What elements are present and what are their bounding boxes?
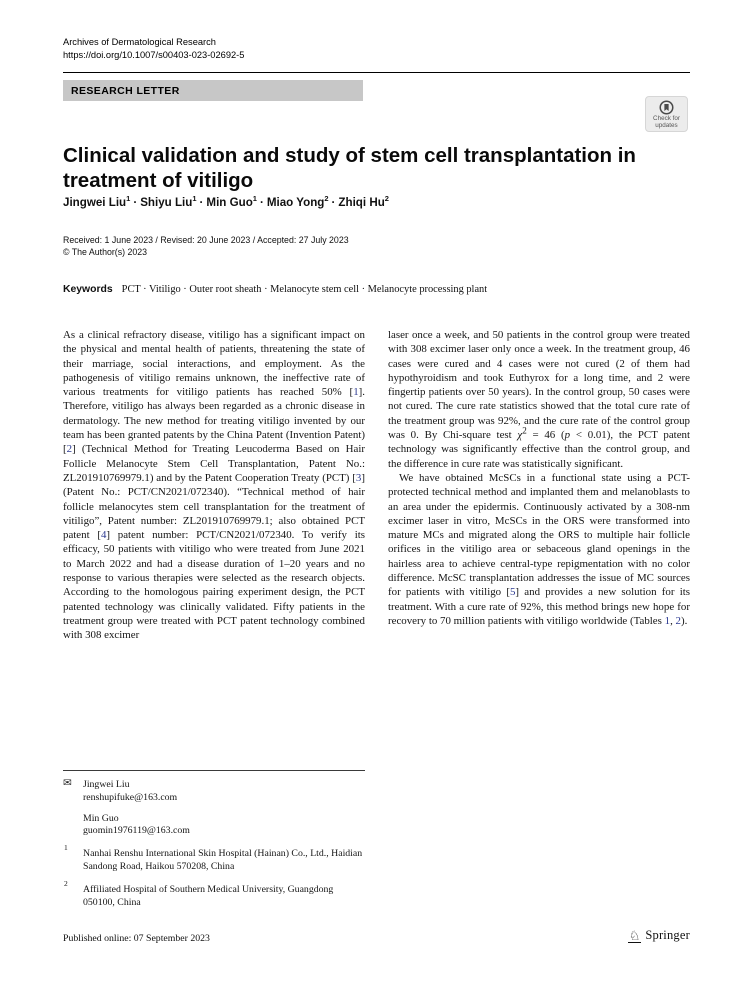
keywords-label: Keywords (63, 284, 113, 295)
paragraph: laser once a week, and 50 patients in the control group were treated with 308 excimer laser only once a week. In the treatment group, 46 cases were cured and 4 cases were not cured (2 of them had hypothyroidism and took Euthyrox for a long time, and 2 were fingertip patients over 50 years). In the control group, 50 cases were not cured. The cure rate statistics showed that the total cure rate of the treatment group was 92%, and the cure rate of the control group was 0. By Chi-square test $\chi^2 = 46$ (p < 0.01), the PCT patent technology was significantly effective than the control group, and the difference in cure rate was statistically significant. (388, 329, 690, 470)
keywords-line (63, 284, 690, 295)
citation-link[interactable]: 2 (66, 443, 73, 456)
citation-link[interactable]: 5 (509, 586, 516, 599)
author-separator: · (199, 196, 204, 209)
author: Zhiqi Hu$^2$ (338, 194, 389, 209)
citation-link[interactable]: 2 (675, 614, 681, 627)
author: Jingwei Liu$^1$ (63, 194, 131, 209)
springer-knight-icon: ♘ (628, 927, 641, 943)
correspondence-entry (63, 779, 365, 805)
section-label-bar (63, 80, 363, 101)
author-separator: · (133, 196, 138, 209)
author: Miao Yong$^2$ (266, 194, 329, 209)
author: Min Guo$^1$ (206, 194, 257, 209)
affiliation: 1 Nanhai Renshu International Skin Hospital (Hainan) Co., Ltd., Haidian Sandong Road, Haikou 570208, China (64, 843, 363, 872)
envelope-icon: ✉ (63, 778, 72, 789)
author: Shiyu Liu$^1$ (140, 194, 197, 209)
paragraph: As a clinical refractory disease, vitiligo has a significant impact on the physical and mental health of patients, threatening the state of their marriage, social interactions, and employment. As the pathogenesis of vitiligo remains unknown, the ineffective rate of various treatments for vitiligo patients has reached 50% [1]. Therefore, vitiligo has always been regarded as a chronic disease in dermatology. The new method for treating vitiligo invented by our team has been granted patents by the China Patent (Invention Patent) [2] (Technical Method for Treating Leucoderma Based on Hair Follicle Melanocyte Stem Cell Transplantation, Patent No.: ZL201910769979.1) and by the Patent Cooperation Treaty (PCT) [3] (Patent No.: PCT/CN2021/072340). “Technical method of hair follicle melanocytes stem cell transplantation for the treatment of vitiligo”, Patent number: ZL201910769979.1; also obtained PCT patent [4] patent number: PCT/CN2021/072340. To verify its efficacy, 50 patients with vitiligo who were treated from June 2021 to March 2022 and had a disease duration of 1–20 years and no response to various therapies were selected as the research objects. According to the homologous pairing experiment design, the PCT patented technology was clinically validated. Fifty patients in the treatment group were treated with PCT patent technology combined with 308 excimer (63, 329, 365, 642)
keywords-text: PCT · Vitiligo · Outer root sheath · Melanocyte stem cell · Melanocyte processing plant (121, 284, 488, 295)
header-rule (63, 72, 690, 73)
journal-name: Archives of Dermatological Research (63, 37, 216, 47)
copyright-line: © The Author(s) 2023 (63, 247, 148, 257)
footnote-block (63, 770, 365, 909)
article-body (63, 328, 690, 643)
correspondence-email[interactable]: renshupifuke@163.com (83, 791, 178, 803)
published-online: Published online: 07 September 2023 (63, 933, 210, 944)
publisher-name: Springer (645, 928, 690, 942)
citation-link[interactable]: 1 (353, 386, 359, 399)
affiliation-text: Affiliated Hospital of Southern Medical University, Guangdong 050100, China (83, 883, 334, 908)
authors-line (63, 196, 690, 209)
check-for-updates-badge[interactable] (645, 96, 688, 132)
body-column-left (63, 328, 365, 643)
citation-link[interactable]: 4 (100, 529, 107, 542)
doi-link[interactable]: https://doi.org/10.1007/s00403-023-02692-5 (63, 50, 245, 60)
affiliation: 2 Affiliated Hospital of Southern Medical University, Guangdong 050100, China (64, 878, 334, 908)
correspondence-name: Jingwei Liu (83, 779, 130, 790)
section-label: RESEARCH LETTER (71, 84, 180, 97)
received-revised-accepted: Received: 1 June 2023 / Revised: 20 June 2023 / Accepted: 27 July 2023 (63, 235, 349, 245)
check-updates-icon (659, 100, 674, 115)
paragraph: We have obtained McSCs in a functional state using a PCT-protected technical method and implanted them and melanoblasts to an area under the epidermis. Continuously activated by a 308-nm excimer laser in vitro, McSCs in the ORS were transformed into mature MCs and migrated along the ORS to multiple hair follicle orifices in the vitiligo area or sebaceous gland openings in the hairless area to achieve central-type repigmentation with no color difference. McSC transplantation addresses the issue of MC sources for patients with vitiligo [5] and provides a new solution for its treatment. With a cure rate of 92%, this method brings new hope for recovery to 70 million patients with vitiligo worldwide (Tables 1, 2). (388, 471, 690, 627)
page-header (63, 36, 690, 62)
affiliation-text: Nanhai Renshu International Skin Hospital (Hainan) Co., Ltd., Haidian Sandong Road, Haikou 570208, China (83, 848, 363, 872)
citation-link[interactable]: 3 (355, 471, 362, 484)
springer-logo (628, 928, 690, 943)
author-separator: · (331, 196, 336, 209)
check-updates-label: Check for updates (653, 115, 680, 129)
correspondence-name: Min Guo (83, 812, 119, 824)
correspondence-entry (63, 813, 365, 839)
correspondence-email[interactable]: guomin1976119@163.com (83, 825, 190, 837)
citation-link[interactable]: 1 (664, 614, 671, 627)
author-separator: · (259, 196, 264, 209)
article-history (63, 234, 690, 258)
article-title: Clinical validation and study of stem cell transplantation in treatment of vitiligo (63, 143, 636, 193)
footnote-rule (63, 770, 365, 771)
body-column-right (388, 328, 690, 643)
